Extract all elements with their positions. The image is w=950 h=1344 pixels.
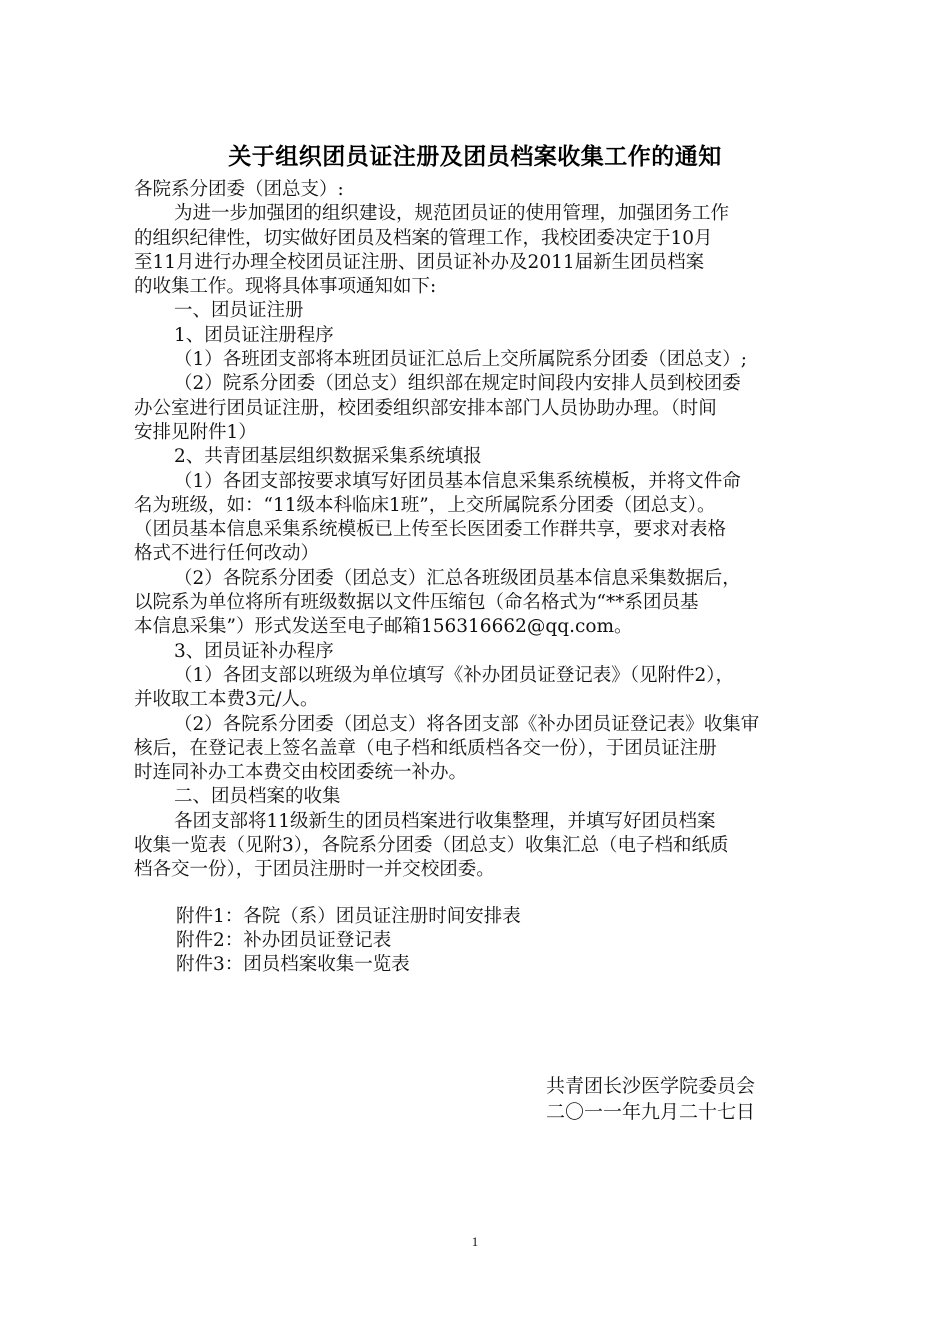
paragraph-line: 各团支部将11级新生的团员档案进行收集整理，并填写好团员档案 (174, 810, 716, 832)
paragraph-line: 为进一步加强团的组织建设，规范团员证的使用管理，加强团务工作 (174, 203, 730, 225)
paragraph-line: 格式不进行任何改动） (134, 543, 320, 565)
paragraph-line: （团员基本信息采集系统模板已上传至长医团委工作群共享，要求对表格 (134, 519, 727, 541)
paragraph-line: （1）各班团支部将本班团员证汇总后上交所属院系分团委（团总支）; (174, 349, 748, 371)
spacer (134, 883, 830, 905)
subsection-heading: 2、共青团基层组织数据采集系统填报 (174, 446, 482, 468)
paragraph-line: 档各交一份），于团员注册时一并交校团委。 (134, 859, 495, 881)
paragraph-line: （2）各院系分团委（团总支）汇总各班级团员基本信息采集数据后， (174, 567, 741, 589)
attachment-item: 附件3：团员档案收集一览表 (176, 954, 410, 976)
attachment-item: 附件1：各院（系）团员证注册时间安排表 (176, 905, 521, 927)
salutation-line: 各院系分团委（团总支）: (134, 179, 344, 200)
paragraph-line: 至11月进行办理全校团员证注册、团员证补办及2011届新生团员档案 (134, 251, 705, 273)
subsection-heading: 3、团员证补办程序 (174, 640, 334, 662)
paragraph-line: 的组织纪律性，切实做好团员及档案的管理工作，我校团委决定于10月 (134, 227, 713, 249)
paragraph-line: （1）各团支部以班级为单位填写《补办团员证登记表》（见附件2）， (174, 664, 735, 686)
paragraph-line: 的收集工作。现将具体事项通知如下: (134, 276, 437, 298)
paragraph-line: 核后，在登记表上签名盖章（电子档和纸质档各交一份），于团员证注册 (134, 737, 717, 759)
document-body (134, 178, 830, 978)
paragraph-line: （1）各团支部按要求填写好团员基本信息采集系统模板，并将文件命 (174, 470, 741, 492)
section-heading: 二、团员档案的收集 (174, 786, 341, 808)
paragraph-line: 以院系为单位将所有班级数据以文件压缩包（命名格式为“**系团员基 (134, 592, 699, 614)
paragraph-line: （2）院系分团委（团总支）组织部在规定时间段内安排人员到校团委 (174, 373, 741, 395)
paragraph-line: 本信息采集”）形式发送至电子邮箱156316662@qq.com。 (134, 616, 633, 638)
attachment-item: 附件2：补办团员证登记表 (176, 929, 392, 951)
page-number: 1 (471, 1234, 479, 1249)
paragraph-line: （2）各院系分团委（团总支）将各团支部《补办团员证登记表》收集审 (174, 713, 760, 735)
section-heading: 一、团员证注册 (174, 300, 304, 322)
paragraph-line: 安排见附件1） (134, 421, 257, 443)
paragraph-line: 名为班级，如：“11级本科临床1班”，上交所属院系分团委（团总支）。 (134, 494, 716, 516)
signature-date: 二〇一一年九月二十七日 (546, 1101, 756, 1123)
document-title: 关于组织团员证注册及团员档案收集工作的通知 (228, 144, 722, 170)
paragraph-line: 并收取工本费3元/人。 (134, 689, 319, 711)
paragraph-line: 时连同补办工本费交由校团委统一补办。 (134, 762, 468, 784)
signature-org: 共青团长沙医学院委员会 (546, 1075, 756, 1097)
paragraph-line: 收集一览表（见附3），各院系分团委（团总支）收集汇总（电子档和纸质 (134, 835, 729, 857)
subsection-heading: 1、团员证注册程序 (174, 324, 334, 346)
signature-block (546, 1073, 755, 1125)
paragraph-line: 办公室进行团员证注册，校团委组织部安排本部门人员协助办理。（时间 (134, 397, 717, 419)
